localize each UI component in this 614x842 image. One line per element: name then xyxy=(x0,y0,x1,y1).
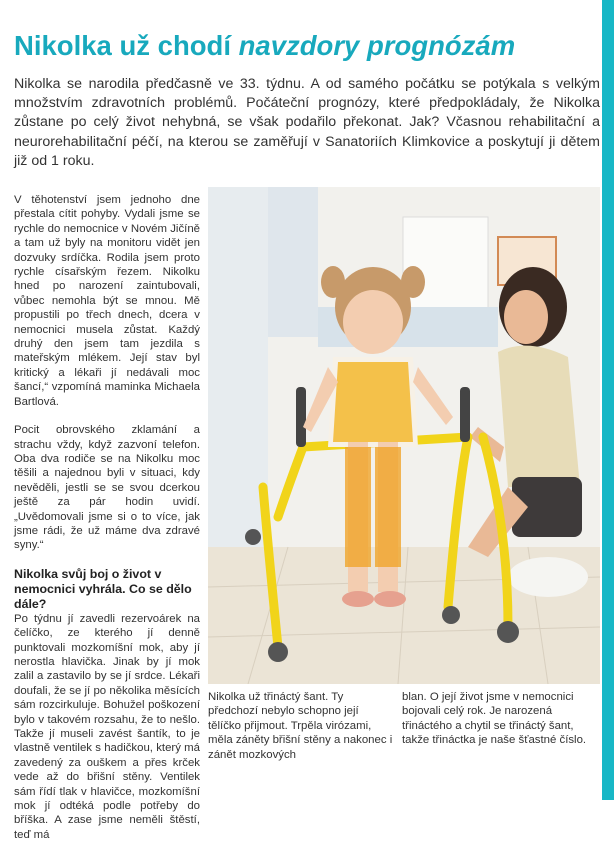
right-paragraph: blan. O její život jsme v nemocnici bojovali celý rok. Je narozená třináctého a chytil se třináctý šant, takže třináctka je naše šťastné číslo. xyxy=(402,691,587,747)
photo-door-panel xyxy=(208,187,268,607)
middle-paragraph: Nikolka už třináctý šant. Ty předchozí nebylo schopno její tělíčko přijmout. Trpěla virózami, měla záněty břišní stěny a nakonec i zánět mozkových xyxy=(208,691,393,761)
left-column xyxy=(14,193,200,842)
left-paragraph-2: Pocit obrovského zklamání a strachu vždy, když zazvoní telefon. Oba dva rodiče se na Nikolku moc těšili a najednou byli v situaci, kdy nevěděli, jestli se se svou dcerkou ještě za pár hodin uvidí. „Uvědomovali jsme si o to více, jak jsme rádi, že už máme dva zdravé syny.“ xyxy=(14,424,200,552)
section-heading: Nikolka svůj boj o život v nemocnici vyhrála. Co se dělo dále? xyxy=(14,566,192,611)
accent-strip xyxy=(602,0,614,800)
middle-column xyxy=(208,690,394,762)
left-paragraph-1: V těhotenství jsem jednoho dne přestala cítit pohyby. Vydali jsme se rychle do nemocnice v Novém Jičíně a tam už byly na monitoru vidět jen dozvuky srdíčka. Rodila jsem proto rychle císařským řezem. Nikolku hned po narození zaintubovali, vůbec nemohla být se mnou. Mě propustili po třech dnech, dcera v nemocnici musela zůstat. Každý druhý den jsem tam jezdila s mateřským mlékem. Její stav byl kritický a lékaři jí nedávali moc šancí,“ vzpomíná maminka Michaela Bartlová. xyxy=(14,194,200,408)
photo-illustration xyxy=(208,187,600,684)
title-italic: navzdory prognózám xyxy=(238,30,516,61)
lead-text: Nikolka se narodila předčasně ve 33. týdnu. A od samého počátku se potýkala s velkým množstvím zdravotních problémů. Počáteční prognózy, které předpokládaly, že Nikolka zůstane po celý život nehybná, se však podařilo překonat. Jak? Včasnou rehabilitační a neurorehabilitační péčí, na kterou se zaměřují v Sanatoriích Klimkovice a poskytují ji dětem již od 1 roku. xyxy=(14,76,600,169)
lead-paragraph xyxy=(14,75,600,171)
article-photo xyxy=(208,187,600,684)
right-column xyxy=(402,690,588,748)
page-title xyxy=(14,30,599,62)
left-paragraph-3: Po týdnu jí zavedli rezervoárek na čelíčko, ze kterého jí denně punktovali mozkomíšní mok, aby jí nerostla hlavička. Jinak by jí mok zalil a zastavilo by se jí srdce. Lékaři doufali, že se jí po několika měsících sám rozcirkuluje. Bohužel poškození bylo v takovém rozsahu, že to nešlo. Takže jí museli zavést šantík, to je vlastně ventilek s hadičkou, který má zavedený za ouškem a přes krček vede až do břišní stěny. Ventilek sám řídí tlak v hlavičce, mozkomíšní mok jí odtéká podle potřeby do bříška. A zase jsme neměli štěstí, teď má xyxy=(14,612,200,841)
title-main: Nikolka už chodí xyxy=(14,30,239,61)
